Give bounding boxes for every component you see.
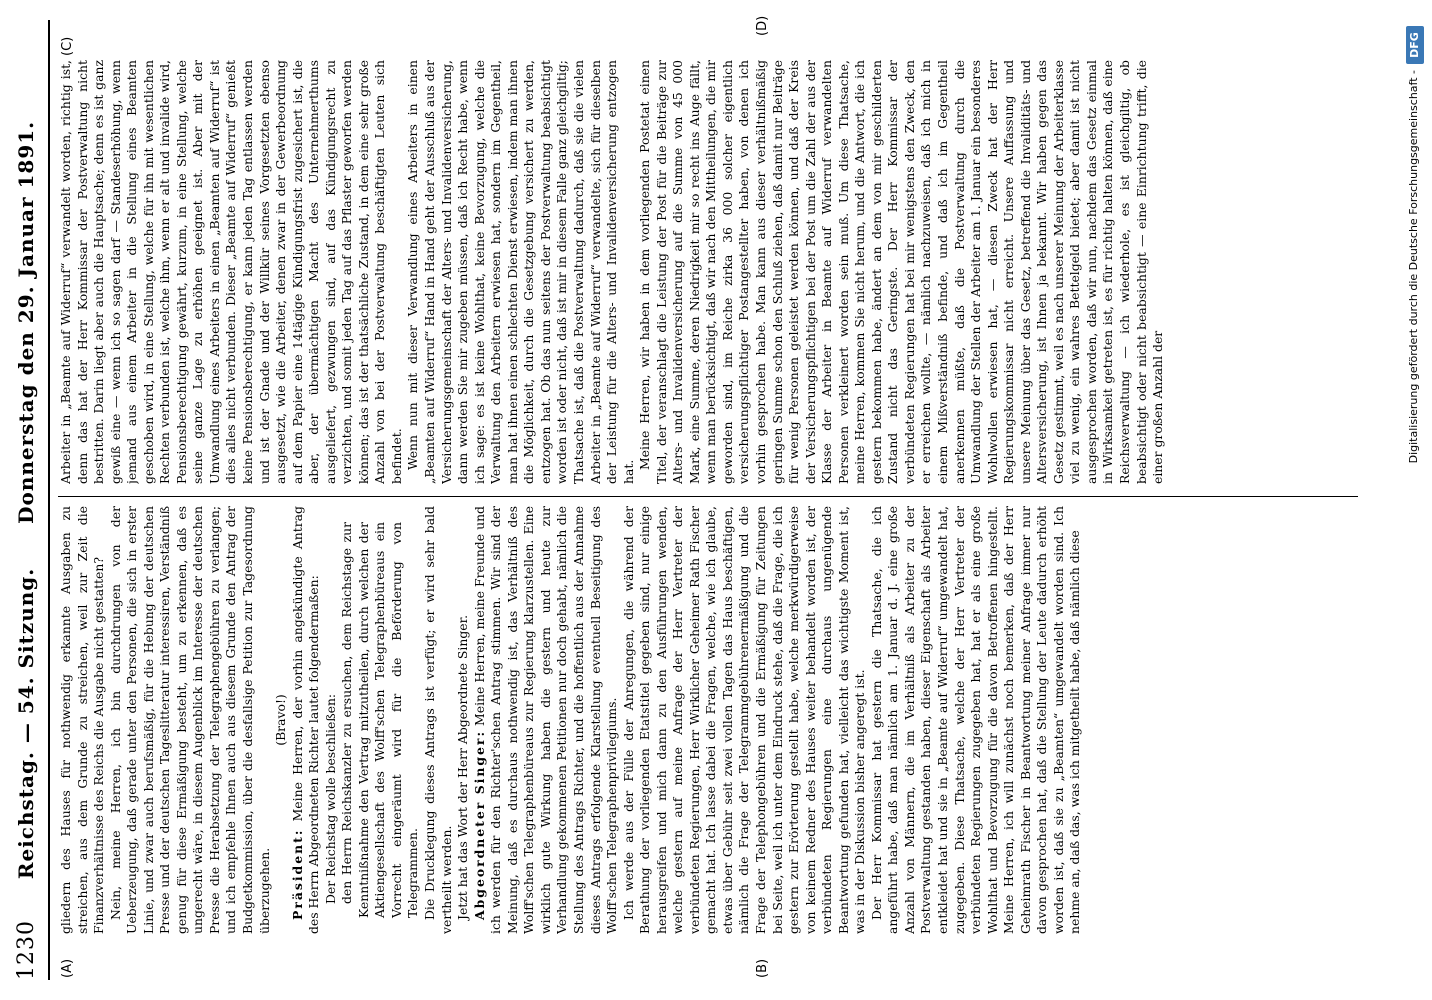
session-title: Reichstag. — 54. Sitzung. (14, 567, 38, 880)
paragraph (290, 506, 323, 934)
speaker-name: Abgeordneter Singer: (471, 729, 487, 920)
margin-mark-b: (B) (755, 958, 770, 978)
margin-mark-d: (D) (755, 15, 770, 36)
paragraph: Arbeiter in „Beamte auf Widerruf“ verwandelt worden, richtig ist, denn das hat der Herr Kommissar der Postverwaltung nicht bestritten. Darin liegt aber auch die Hauptsache; denn es ist ganz gewiß eine — wenn ich so sagen darf — Standeserhöhung, wenn jemand aus einem Arbeiter in die Stellung eines Beamten geschoben wird, in eine Stellung, welche für ihn mit wesentlichen Rechten verbunden ist, welche ihm, wenn er alt und invalide wird, Pensionsberechtigung gewährt, kurzum, in eine Stellung, welche seine ganze Lage zu erhöhen geeignet ist. Aber mit der Umwandlung eines Arbeiters in einen „Beamten auf Widerruf“ ist dies alles nicht verbunden. Dieser „Beamte auf Widerruf“ genießt keine Pensionsberechtigung, er kann jeden Tag entlassen werden und ist der Gnade und der Willkür seines Vorgesetzten ebenso ausgesetzt, wie die Arbeiter, denen zwar in der Gewerbeordnung auf dem Papier eine 14tägige Kündigungsfrist zugesichert ist, die aber, der übermächtigen Macht des Unternehmerthums ausgeliefert, gezwungen sind, auf das Kündigungsrecht zu verzichten, und somit jeden Tag auf das Pflaster geworfen werden können; das ist der thatsächliche Zustand, in dem eine sehr große Anzahl von bei der Postverwaltung beschäftigten Leuten sich befindet. (58, 60, 404, 484)
speaker-name: Präsident: (289, 828, 305, 920)
margin-mark-c: (C) (60, 36, 75, 56)
paragraph (472, 506, 621, 934)
header-rule (48, 20, 50, 980)
paragraph: Meine Herren, wir haben in dem vorliegenden Postetat einen Titel, der veranschlagt die Leistung der Post für die Beiträge zur Alters- und Invalidenversicherung auf die Summe von 45 000 Mark, eine Summe, deren Niedrigkeit mir so recht ins Auge fällt, wenn man berücksichtigt, daß wir nach den Mittheilungen, die mir geworden sind, im Reiche zirka 36 000 solcher eigentlich versicherungspflichtiger Postangestellter haben, von denen ich vorhin gesprochen habe. Man kann aus dieser verhältnißmäßig geringen Summe schon den Schluß ziehen, daß damit nur Beiträge für wenig Personen geleistet werden können, und daß der Kreis der Versicherungspflichtigen bei der Post um die Zahl der aus der Klasse der Arbeiter in Beamte auf Widerruf verwandelten Personen verkleinert worden sein muß. Um diese Thatsache, meine Herren, kommen Sie nicht herum, und die Antwort, die ich gestern bekommen habe, ändert an dem von mir geschilderten Zustand nicht das Geringste. Der Herr Kommissar der verbündeten Regierungen hat bei mir wenigstens den Zweck, den er erreichen wollte, — nämlich nachzuweisen, daß ich mich in einem Mißverständniß befinde, und daß ich im Gegentheil anerkennen müßte, daß die Postverwaltung durch die Umwandlung der Stellen der Arbeiter am 1. Januar ein besonderes Wohlwollen erwiesen hat, — diesen Zweck hat der Herr Regierungskommissar nicht erreicht. Unsere Auffassung und unsere Meinung über das Gesetz, betreffend die Invaliditäts- und Altersversicherung, ist Ihnen ja bekannt. Wir haben gegen das Gesetz gestimmt, weil es nach unserer Meinung der Arbeiterklasse viel zu wenig, ein wahres Bettelgeld bietet; aber damit ist nicht ausgesprochen worden, daß wir nun, nachdem das Gesetz einmal in Wirksamkeit getreten ist, es für richtig halten können, daß eine Reichsverwaltung — ich wiederhole, es ist gleichgiltig, ob beabsichtigt oder nicht beabsichtigt — eine Einrichtung trifft, die einer großen Anzahl der (637, 60, 1166, 484)
motion-intro: Der Reichstag wolle beschließen: (322, 693, 338, 904)
speech-text: Meine Herren, der vorhin angekündigte Antrag des Herrn Abgeordneten Richter lautet folgendermaßen: (289, 506, 322, 934)
running-title (14, 20, 38, 980)
page-number: 1230 (14, 920, 39, 980)
column-divider (58, 496, 1358, 497)
paragraph: Die Drucklegung dieses Antrags ist verfügt; er wird sehr bald vertheilt werden. (422, 506, 454, 934)
page-header (12, 20, 46, 980)
paragraph: gliedern des Hauses für nothwendig erkannte Ausgaben zu streichen, aus dem Grunde zu streichen, weil zur Zeit die Finanzverhältnisse des Reichs die Ausgabe nicht gestatten? (58, 506, 107, 934)
left-column (58, 506, 1358, 934)
paragraph: Jetzt hat das Wort der Herr Abgeordnete Singer. (455, 614, 471, 920)
speech-text: Meine Herren, meine Freunde und ich werden für den Richter'schen Antrag stimmen. Wir sind der Meinung, daß es durchaus nothwendig ist, das Verhältniß des Wolff'schen Telegraphenbüreaus zur Regierung klarzustellen. Eine wirklich gute Wirkung haben die gestern und heute zur Verhandlung gekommenen Petitionen nur doch gehabt, nämlich die Stellung des Antrags Richter, und die hoffentlich aus der Annahme dieses Antrags erfolgende Klarstellung eventuell Beseitigung des Wolff'schen Telegraphenprivilegiums. (471, 506, 620, 934)
right-column (58, 60, 1358, 484)
session-date: Donnerstag den 29. Januar 1891. (14, 120, 38, 524)
margin-mark-a: (A) (60, 958, 75, 978)
paragraph: Ich werde aus der Fülle der Anregungen, die während der Berathung der vorliegenden Etatstitel gegeben sind, nur einige herausgreifen und mich dann zu den Ausführungen wenden, welche gestern auf meine Anfrage der Herr Vertreter der verbündeten Regierungen, Herr Wirklicher Geheimer Rath Fischer gemacht hat. Ich lasse dabei die Fragen, welche, wie ich glaube, etwas über Gebühr seit zwei vollen Tagen das Haus beschäftigen, nämlich die Frage der Telegrammgebührenermäßigung und die Frage der Telephongebühren und die Ermäßigung für Zeitungen bei Seite, weil ich unter dem Eindruck stehe, daß die Frage, die ich gestern zur Erörterung gestellt habe, welche merkwürdigerweise von keinem Redner des Hauses weiter behandelt worden ist, der verbündeten Regierungen eine durchaus ungenügende Beantwortung gefunden hat, vielleicht das wichtigste Moment ist, was in der Diskussion bisher angeregt ist. (620, 506, 868, 934)
digitization-credit: Digitalisierung gefördert durch die Deutsche Forschungsgemeinschaft - (1407, 70, 1420, 464)
interjection: (Bravo!) (273, 694, 289, 746)
title-separator (14, 542, 38, 550)
paragraph: Der Herr Kommissar hat gestern die Thatsache, die ich angeführt habe, daß man nämlich am 1. Januar d. J. eine große Anzahl von Männern, die im Verhältniß als Arbeiter zu der Postverwaltung gestanden haben, dieser Eigenschaft als Arbeiter entkleidet hat und sie in „Beamte auf Widerruf“ umgewandelt hat, zugegeben. Diese Thatsache, welche der Herr Vertreter der verbündeten Regierungen zugegeben hat, hat er als eine große Wohlthat und Bevorzugung für die davon Betroffenen hingestellt. Meine Herren, ich will zunächst noch bemerken, daß der Herr Geheimrath Fischer in Beantwortung meiner Anfrage immer nur davon gesprochen hat, daß die Stellung der Leute dadurch erhöht worden ist, daß sie zu „Beamten“ umgewandelt worden sind. Ich nehme an, daß das, was ich mitgetheilt habe, daß nämlich diese (868, 506, 1083, 934)
footer-band (1392, 0, 1432, 1000)
dfg-logo: DFG (1406, 26, 1424, 64)
paragraph: Nein, meine Herren, ich bin durchdrungen von der Ueberzeugung, daß gerade unter den Personen, die sich in erster Linie, und zwar auch berufsmäßig, für die Hebung der deutschen Presse und der deutschen Tageslitteratur interessiren, Verständniß genug für diese Ermäßigung besteht, um zu erkennen, daß es ungerecht wäre, in diesem Augenblick im Interesse der deutschen Presse die Herabsetzung der Telegraphengebühren zu verlangen; und ich empfehle Ihnen auch aus diesem Grunde den Antrag der Budgetkommission, über die desfallsige Petition zur Tagesordnung überzugehen. (107, 506, 272, 934)
paragraph: Wenn nun mit dieser Verwandlung eines Arbeiters in einen „Beamten auf Widerruf“ Hand in Hand geht der Ausschluß aus der Versicherungsgemeinschaft der Alters- und Invalidenversicherung, dann werden Sie mir zugeben müssen, daß ich Recht habe, wenn ich sage: es ist keine Wohlthat, keine Bevorzugung, welche die Verwaltung den Arbeitern erwiesen hat, sondern im Gegentheil, man hat ihnen einen schlechten Dienst erwiesen, indem man ihnen die Möglichkeit, durch die Gesetzgebung versichert zu werden, entzogen hat. Ob das nun seitens der Postverwaltung beabsichtigt worden ist oder nicht, daß ist mir in diesem Falle ganz gleichgiltig; Thatsache ist, daß die Postverwaltung dadurch, daß sie die vielen Arbeiter in „Beamte auf Widerruf“ verwandelte, sich für dieselben der Leistung für die Alters- und Invalidenversicherung entzogen hat. (405, 60, 636, 484)
motion-text: den Herrn Reichskanzler zu ersuchen, dem Reichstage zur Kenntnißnahme den Vertrag mitzutheilen, durch welchen der Aktiengesellschaft des Wolff'schen Telegraphenbüreaus ein Vorrecht eingeräumt wird für die Beförderung von Telegrammen. (339, 522, 421, 918)
